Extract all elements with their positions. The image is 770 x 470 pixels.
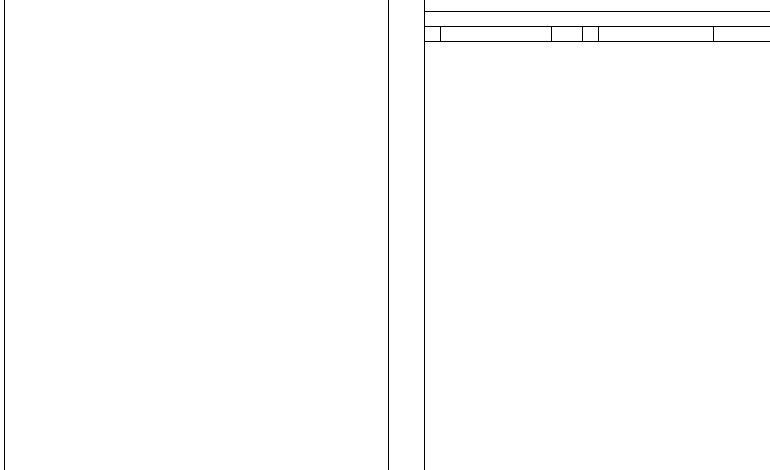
team-b-name xyxy=(597,12,770,26)
border-mid xyxy=(388,0,389,470)
anytime-tryscorer-title xyxy=(424,0,770,12)
col-odds-a xyxy=(551,27,582,41)
col-odds-b xyxy=(713,27,744,41)
border-right-start xyxy=(424,0,425,470)
col-players-b xyxy=(598,27,713,41)
team-a-name xyxy=(424,12,597,26)
right-tryscorer-column xyxy=(424,0,770,42)
col-no-b xyxy=(582,27,598,41)
col-no-a xyxy=(424,27,440,41)
col-players-a xyxy=(440,27,551,41)
team-header-row xyxy=(424,12,770,27)
column-header-row xyxy=(424,27,770,42)
border-left xyxy=(4,0,5,470)
